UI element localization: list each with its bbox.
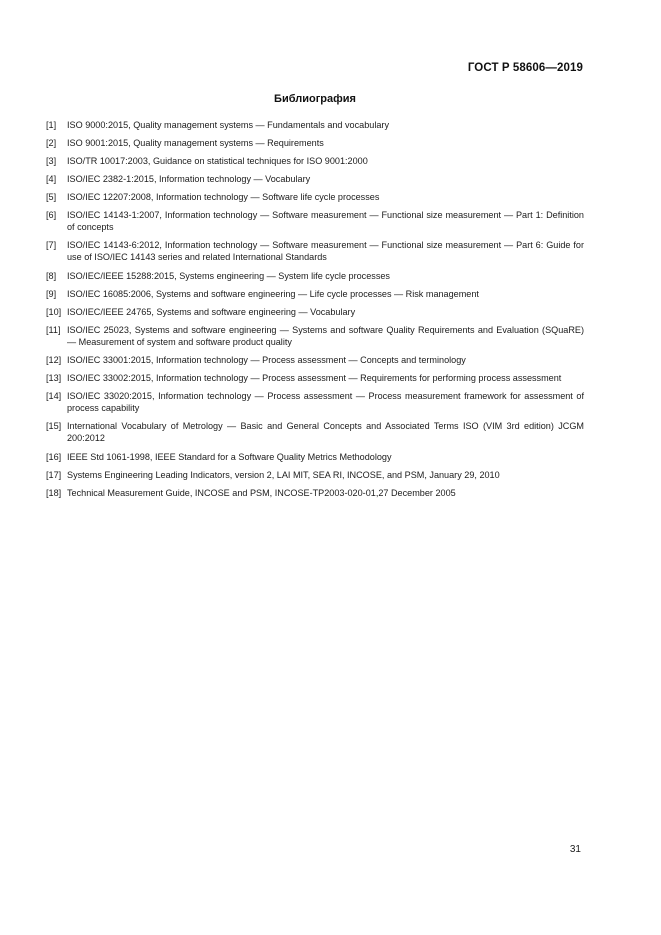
entry-number: [4] (46, 174, 57, 184)
bibliography-entry-12 (46, 354, 584, 366)
entry-text: ISO/IEC 2382-1:2015, Information technology — Vocabulary (67, 174, 311, 184)
bibliography-title: Библиография (274, 93, 356, 105)
entry-number: [12] (46, 355, 62, 365)
entry-number: [11] (46, 325, 61, 335)
entry-number: [8] (46, 271, 57, 281)
bibliography-entry-7 (46, 239, 584, 263)
entry-text: ISO 9000:2015, Quality management systems — Fundamentals and vocabulary (67, 120, 389, 130)
entry-number: [14] (46, 391, 62, 401)
entry-text: ISO/IEC 16085:2006, Systems and software engineering — Life cycle processes — Risk management (67, 289, 479, 299)
entry-number: [16] (46, 452, 62, 462)
entry-text: ISO/IEC 33001:2015, Information technology — Process assessment — Concepts and terminology (67, 355, 466, 365)
bibliography-entry-6 (46, 209, 584, 233)
bibliography-entry-1 (46, 119, 584, 131)
entry-number: [13] (46, 373, 62, 383)
entry-text: ISO/IEC 33020:2015, Information technology — Process assessment — Process measurement framework for assessment of process capability (67, 391, 584, 413)
bibliography-entry-16 (46, 451, 584, 463)
bibliography-entry-8 (46, 270, 584, 282)
bibliography-entry-13 (46, 372, 584, 384)
bibliography-entry-14 (46, 390, 584, 414)
entry-text: International Vocabulary of Metrology — Basic and General Concepts and Associated Terms ISO (VIM 3rd edition) JCGM 200:2012 (67, 421, 584, 443)
entry-text: ISO/IEC/IEEE 24765, Systems and software engineering — Vocabulary (67, 307, 356, 317)
entry-number: [7] (46, 240, 57, 250)
entry-number: [3] (46, 156, 57, 166)
entry-number: [1] (46, 120, 57, 130)
entry-text: Systems Engineering Leading Indicators, version 2, LAI MIT, SEA RI, INCOSE, and PSM, January 29, 2010 (67, 470, 500, 480)
entry-text: ISO/IEC 25023, Systems and software engineering — Systems and software Quality Requirements and Evaluation (SQuaRE) — Measurement of system and software product quality (67, 325, 584, 347)
bibliography-entry-2 (46, 137, 584, 149)
entry-text: ISO/IEC 14143-1:2007, Information technology — Software measurement — Functional size measurement — Part 1: Definition of concepts (67, 210, 584, 232)
bibliography-entry-11 (46, 324, 584, 348)
bibliography-entry-4 (46, 173, 584, 185)
entry-text: ISO/IEC/IEEE 15288:2015, Systems engineering — System life cycle processes (67, 271, 390, 281)
page-number: 31 (569, 844, 581, 855)
entry-number: [6] (46, 210, 57, 220)
bibliography-entry-18 (46, 487, 584, 499)
entry-text: ISO/IEC 14143-6:2012, Information technology — Software measurement — Functional size measurement — Part 6: Guide for use of ISO/IEC 14143 series and related International Standards (67, 240, 584, 262)
entry-number: [5] (46, 192, 57, 202)
entry-text: ISO/IEC 33002:2015, Information technology — Process assessment — Requirements for performing process assessment (67, 373, 562, 383)
bibliography-entry-9 (46, 288, 584, 300)
entry-number: [9] (46, 289, 57, 299)
bibliography-entry-15 (46, 420, 584, 444)
entry-text: IEEE Std 1061-1998, IEEE Standard for a Software Quality Metrics Methodology (67, 452, 392, 462)
entry-number: [10] (46, 307, 62, 317)
bibliography-entry-17 (46, 469, 584, 481)
entry-text: ISO 9001:2015, Quality management systems — Requirements (67, 138, 324, 148)
bibliography-entry-3 (46, 155, 584, 167)
bibliography-list (46, 119, 584, 499)
bibliography-entry-5 (46, 191, 584, 203)
entry-number: [18] (46, 488, 62, 498)
standard-number-header: ГОСТ Р 58606—2019 (467, 62, 583, 74)
entry-number: [17] (46, 470, 62, 480)
entry-text: Technical Measurement Guide, INCOSE and PSM, INCOSE-TP2003-020-01,27 December 2005 (67, 488, 456, 498)
entry-number: [2] (46, 138, 57, 148)
entry-text: ISO/IEC 12207:2008, Information technology — Software life cycle processes (67, 192, 380, 202)
bibliography-entry-10 (46, 306, 584, 318)
entry-number: [15] (46, 421, 62, 431)
entry-text: ISO/TR 10017:2003, Guidance on statistical techniques for ISO 9001:2000 (67, 156, 368, 166)
